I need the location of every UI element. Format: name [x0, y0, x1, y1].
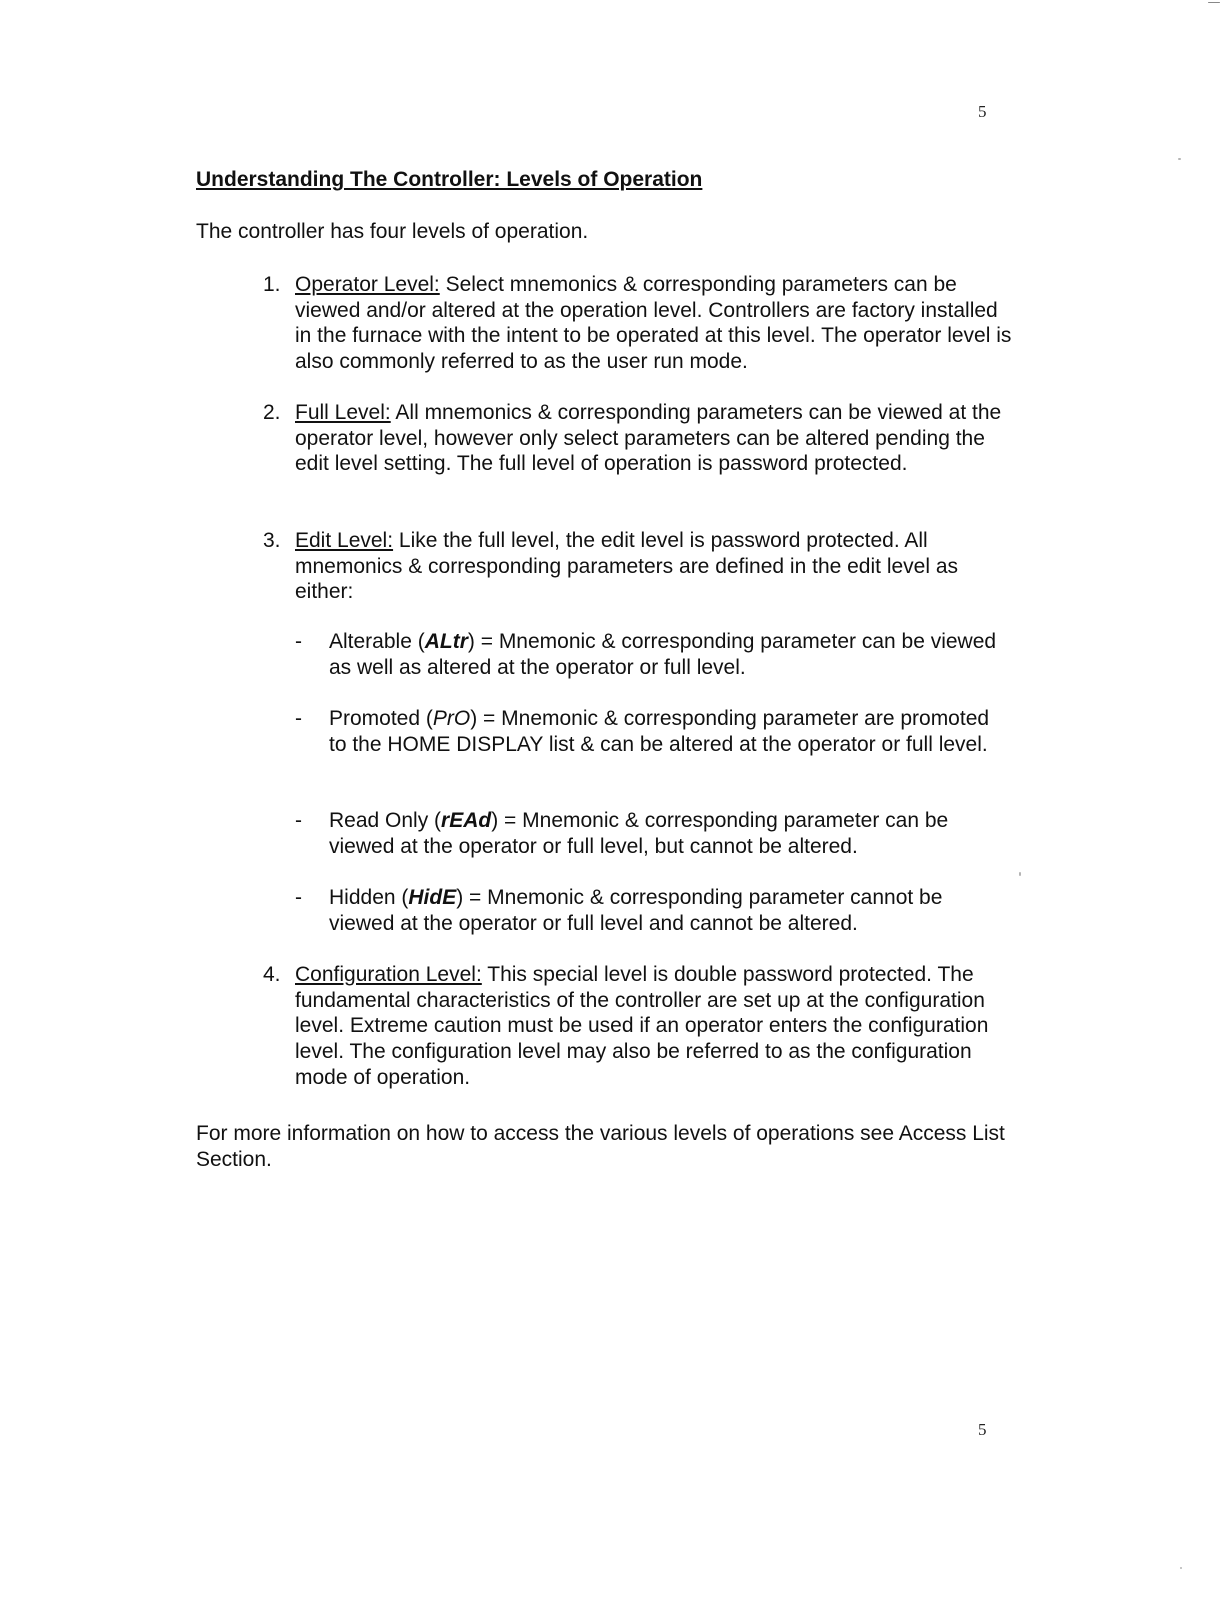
sub-item-text: ) = Mnemonic & corresponding parameter can be viewed as well as altered at the operator or full level.	[329, 630, 997, 679]
sub-item-name: Read Only (	[329, 809, 442, 832]
list-item-number: 1.	[263, 273, 281, 296]
list-item-full-level	[263, 400, 1015, 477]
sub-item-hidden	[295, 885, 1009, 936]
section-heading: Understanding The Controller: Levels of Operation	[196, 168, 703, 191]
scan-speck	[1208, 2, 1220, 3]
list-item-number: 2.	[263, 401, 281, 424]
closing-paragraph: For more information on how to access the various levels of operations see Access List Section.	[196, 1122, 1005, 1171]
sub-item-name: Alterable (	[329, 630, 425, 653]
scan-speck	[1178, 158, 1181, 160]
sub-item-promoted	[295, 706, 1009, 757]
list-item-edit-level	[263, 528, 1015, 605]
list-item-text: Select mnemonics & corresponding parameters can be viewed and/or altered at the operation level. Controllers are factory installed in the furnace with the intent to be operated at this level. The operator level is also commonly referred to as the user run mode.	[295, 273, 1012, 374]
scan-speck	[1019, 872, 1021, 876]
list-item-configuration-level	[263, 962, 1015, 1091]
sub-item-code: ALtr	[424, 630, 468, 653]
list-item-operator-level	[263, 272, 1015, 375]
page-number-bottom: 5	[978, 1420, 987, 1439]
sub-item-text: ) = Mnemonic & corresponding parameter cannot be viewed at the operator or full level and cannot be altered.	[329, 886, 943, 935]
page-number-top: 5	[978, 102, 987, 121]
sub-item-alterable	[295, 629, 1009, 680]
list-item-label: Operator Level:	[295, 273, 440, 296]
sub-item-dash: -	[295, 630, 302, 653]
sub-item-dash: -	[295, 707, 302, 730]
sub-item-name: Hidden (	[329, 886, 409, 909]
list-item-number: 4.	[263, 963, 281, 986]
sub-item-code: rEAd	[441, 809, 492, 832]
sub-item-code: HidE	[408, 886, 457, 909]
sub-item-code: PrO	[432, 707, 471, 730]
sub-item-name: Promoted (	[329, 707, 433, 730]
list-item-text: All mnemonics & corresponding parameters can be viewed at the operator level, however only select parameters can be altered pending the edit level setting. The full level of operation is password protected.	[295, 401, 1002, 476]
sub-item-read-only	[295, 808, 1009, 859]
scan-speck	[1180, 1567, 1182, 1569]
list-item-text: Like the full level, the edit level is password protected. All mnemonics & corresponding parameters are defined in the edit level as either:	[295, 529, 959, 604]
sub-item-dash: -	[295, 886, 302, 909]
sub-item-text: ) = Mnemonic & corresponding parameter are promoted to the HOME DISPLAY list & can be altered at the operator or full level.	[329, 707, 990, 756]
list-item-label: Full Level:	[295, 401, 391, 424]
list-item-text: This special level is double password protected. The fundamental characteristics of the controller are set up at the configuration level. Extreme caution must be used if an operator enters the configuration level. The configuration level may also be referred to as the configuration mode of operation.	[295, 963, 989, 1089]
intro-paragraph: The controller has four levels of operation.	[196, 220, 589, 243]
list-item-number: 3.	[263, 529, 281, 552]
sub-item-text: ) = Mnemonic & corresponding parameter can be viewed at the operator or full level, but cannot be altered.	[329, 809, 949, 858]
list-item-label: Edit Level:	[295, 529, 394, 552]
list-item-label: Configuration Level:	[295, 963, 482, 986]
sub-item-dash: -	[295, 809, 302, 832]
